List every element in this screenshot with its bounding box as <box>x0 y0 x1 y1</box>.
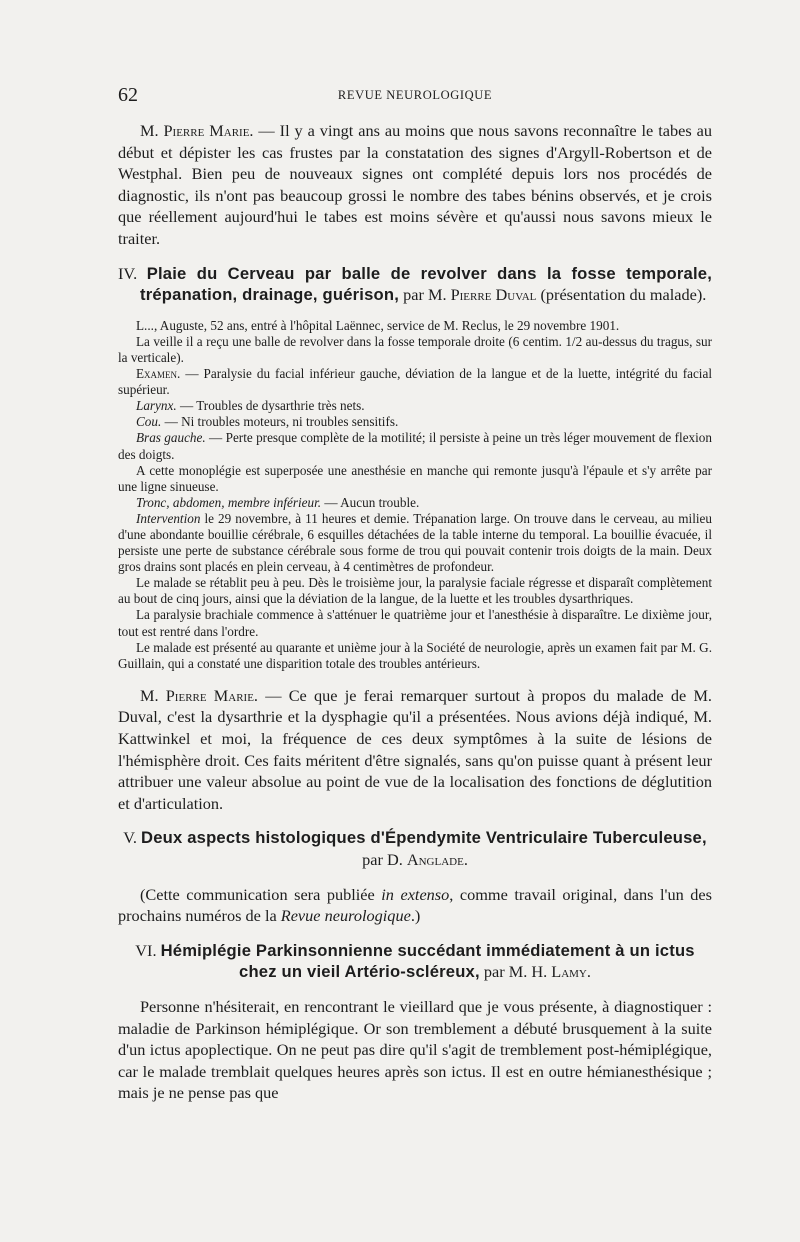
text-fragment: , comme travail original, dans l'un des prochains numéros de la <box>118 884 712 926</box>
speaker-name: M. Pierre Marie. <box>140 121 254 140</box>
italic-fragment: in extenso <box>381 884 450 904</box>
observation-line: Le malade est présenté au quarante et unième jour à la Société de neurologie, après un examen fait par M. G. Guillain, qui a constaté une disparition totale des troubles antérieurs. <box>118 639 712 671</box>
observation-line: A cette monoplégie est superposée une anesthésie en manche qui remonte jusqu'à l'épaule et s'y arrête par une ligne sinueuse. <box>118 462 712 494</box>
section-by: par M. H. <box>479 962 552 982</box>
observation-larynx <box>118 398 712 414</box>
paragraph-text: — Il y a vingt ans au moins que nous savons reconnaître le tabes au début et dépister les cas frustes par la constatation des signes d'Argyll-Robertson et de Westphal. Bien peu de nouveaux signes ont complété depuis lors nos procédés de diagnostic, ils n'ont pas beaucoup grossi le nombre des tabes bénins observés, et je crois que réellement aujourd'hui le tabes est moins sévère et qu'aussi nous savons mieux le traiter. <box>118 121 712 248</box>
observation-text: — Paralysie du facial inférieur gauche, déviation de la langue et de la luette, intégrité du facial supérieur. <box>118 366 712 398</box>
section-number: IV. <box>118 263 147 283</box>
observation-line: Le malade se rétablit peu à peu. Dès le troisième jour, la paralysie faciale régresse et disparaît complètement au bout de cinq jours, ainsi que la déviation de la langue, de la luette et les troubles dysarthriques. <box>118 575 712 607</box>
observation-examen <box>118 366 712 398</box>
observation-text: le 29 novembre, à 11 heures et demie. Trépanation large. On trouve dans le cerveau, au milieu d'une abondante bouillie cérébrale, 6 esquilles détachées de la table interne du temporal. La bouillie évacuée, il persiste une perte de substance cérébrale sous forme de trou qui pouvait contenir trois doigts de la main. Deux gros drains sont placés en plein cerveau, à 4 centimètres de profondeur. <box>118 510 712 575</box>
observation-label: Larynx. <box>136 398 177 414</box>
section-author: Pierre Duval <box>450 285 537 305</box>
observation-tronc <box>118 495 712 511</box>
observation-label: Examen. <box>136 366 181 382</box>
observation-label: Bras gauche. <box>136 430 206 446</box>
observation-text: — Troubles de dysarthrie très nets. <box>176 398 365 414</box>
observation-label: Tronc, abdomen, membre inférieur. <box>136 494 322 510</box>
section-title: Hémiplégie Parkinsonnienne succédant immédiatement à un ictus chez un vieil Artério-scléreux, <box>160 940 695 982</box>
observation-intervention <box>118 511 712 575</box>
section-author: Anglade. <box>406 849 468 869</box>
observation-line: L..., Auguste, 52 ans, entré à l'hôpital Laënnec, service de M. Reclus, le 29 novembre 1901. <box>136 317 620 333</box>
section-number: V. <box>123 828 142 848</box>
observation-text: — Aucun trouble. <box>321 494 420 510</box>
observation-text: — Ni troubles moteurs, ni troubles sensitifs. <box>161 414 399 430</box>
text-fragment: (Cette communication sera publiée <box>140 884 382 904</box>
section-vi-heading <box>118 940 712 983</box>
section-by: par D. <box>362 849 407 869</box>
section-v-heading <box>118 827 712 870</box>
journal-title: Revue neurologique <box>280 906 411 926</box>
page-body <box>118 120 712 1104</box>
running-title: REVUE NEUROLOGIQUE <box>337 88 493 102</box>
section-by: par M. <box>399 285 451 305</box>
paragraph-pierre-marie-tabes <box>118 120 712 250</box>
section-iv-heading <box>118 263 712 306</box>
speaker-name: M. Pierre Marie. <box>140 685 258 705</box>
section-title: Plaie du Cerveau par balle de revolver dans la fosse temporale, trépanation, drainage, guérison, <box>140 263 712 305</box>
paragraph-communication-note <box>118 884 712 927</box>
paragraph-text: — Ce que je ferai remarquer surtout à propos du malade de M. Duval, c'est la dysarthrie et la dysphagie qu'il a présentées. Nous avions déjà indiqué, M. Kattwinkel et moi, la fréquence de ces deux symptômes à la suite de lésions de l'hémisphère droit. Ces faits méritent d'être signalés, sans qu'on puisse quant à présent leur attribuer une valeur absolue au point de vue de la localisation des fonctions de déglutition et d'articulation. <box>118 685 712 813</box>
observation-line: La veille il a reçu une balle de revolver dans la fosse temporale droite (6 centim. 1/2 au-dessus du tragus, sur la verticale). <box>118 333 712 365</box>
observation-line: La paralysie brachiale commence à s'atténuer le quatrième jour et l'anesthésie à disparaître. Le dixième jour, tout est rentré dans l'ordre. <box>118 607 712 639</box>
observation-bras <box>118 430 712 462</box>
section-author: Lamy. <box>551 962 591 982</box>
paragraph-pierre-marie-duval <box>118 685 712 815</box>
observation-cou <box>118 414 712 430</box>
paragraph-lamy-presentation: Personne n'hésiterait, en rencontrant le vieillard que je vous présente, à diagnostiquer : maladie de Parkinson hémiplégique. Or son tremblement a débuté brusquement à la suite d'un ictus apoplectique. On ne peut pas dire qu'il s'agit de tremblement post-hémiplégique, car le malade tremblait quelques heures après son ictus. Il est en outre hémianesthésique ; mais je ne pense pas que <box>118 996 712 1103</box>
section-tail: (présentation du malade). <box>536 285 707 305</box>
observation-text: — Perte presque complète de la motilité; il persiste à peine un très léger mouvement de flexion des doigts. <box>118 430 712 462</box>
observation-label: Intervention <box>136 510 201 526</box>
page-number: 62 <box>118 84 138 106</box>
text-fragment: .) <box>410 906 421 926</box>
section-title: Deux aspects histologiques d'Épendymite Ventriculaire Tuberculeuse, <box>141 828 707 848</box>
observation-label: Cou. <box>136 414 162 430</box>
section-number: VI. <box>135 940 161 960</box>
running-header <box>118 84 712 108</box>
